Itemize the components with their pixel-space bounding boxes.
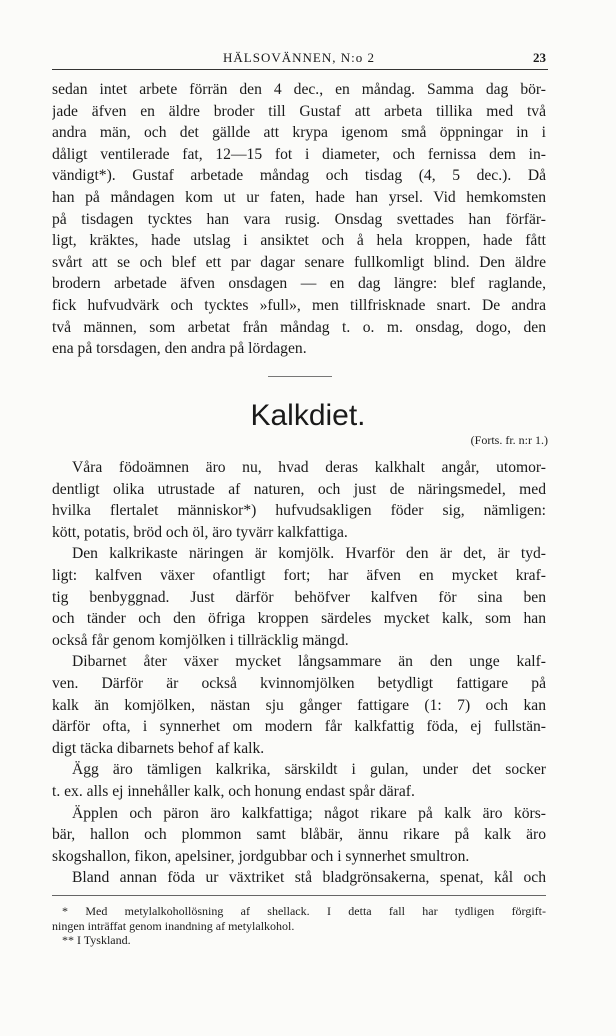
text-line: ven. Därför är också kvinnomjölken betydligt fattigare på (52, 674, 546, 692)
text-line: tig benbyggnad. Just därför behöfver kalfven för sina ben (52, 588, 546, 606)
text-line: vändigt*). Gustaf arbetade måndag och tisdag (4, 5 dec.). Då (52, 167, 546, 185)
footnote: ningen inträffat genom inandning af metylalkohol. (52, 918, 295, 933)
text-line: skogshallon, fikon, apelsiner, jordgubbar och i synnerhet smultron. (52, 847, 470, 865)
text-line: dentligt olika utrustade af naturen, och just de näringsmedel, med (52, 480, 546, 498)
text-line: svårt att se och blef ett par dagar senare fullkomligt blind. Den äldre (52, 253, 546, 271)
header-rule (52, 69, 548, 70)
text-line: ligt, kräktes, hade utslag i ansiktet och å hela kroppen, hade fått (52, 232, 546, 250)
text-line: fick hufvudvärk och tycktes »full», men tillfrisknade snart. De andra (52, 296, 546, 314)
footnote: * Med metylalkohollösning af shellack. I detta fall har tydligen förgift- (62, 904, 546, 918)
text-line: Våra födoämnen äro nu, hvad deras kalkhalt angår, utomor- (72, 459, 546, 476)
text-line: dåligt ventilerade fat, 12—15 fot i diameter, och fernissa dem in- (52, 145, 546, 163)
text-line: ligt: kalfven växer ofantligt fort; har äfven en mycket kraf- (52, 566, 546, 584)
text-line: därför ofta, i synnerhet om modern får kalkfattig föda, ej fullstän- (52, 718, 546, 736)
text-line: Bland annan föda ur växtriket stå bladgrönsakerna, spenat, kål och (72, 869, 546, 887)
text-line: också får genom komjölken i tillräcklig mängd. (52, 631, 349, 649)
text-line: andra män, och det gällde att krypa igenom små öppningar in i (52, 124, 546, 142)
text-line: bär, hallon och plommon samt blåbär, ännu rikare på kalk äro (52, 826, 546, 844)
text-line: brodern arbetade äfven onsdagen — en dag längre: blef raglande, (52, 275, 546, 293)
journal-title: HÄLSOVÄNNEN, N:o 2 (223, 50, 375, 65)
text-line: två männen, som arbetat från måndag t. o. m. onsdag, dogo, den (52, 318, 546, 336)
article-body (52, 457, 546, 889)
text-line: han på måndagen kom ut ur faten, hade han yrsel. Vid hemkomsten (52, 188, 546, 206)
text-line: ena på torsdagen, den andra på lördagen. (52, 340, 307, 358)
text-line: kalk än komjölken, nästan sju gånger fattigare (1: 7) och kan (52, 696, 546, 714)
continuation-note: (Forts. fr. n:r 1.) (470, 433, 548, 447)
footnotes (52, 904, 546, 948)
footnote-rule (52, 895, 546, 896)
text-line: och tänder och den öfriga kroppen särdeles mycket kalk, som han (52, 610, 546, 628)
text-line: sedan intet arbete förrän den 4 dec., en måndag. Samma dag bör- (52, 81, 546, 98)
text-line: hvilka flertalet människor*) hufvudsakligen föder sig, nämligen: (52, 502, 546, 520)
article-title: Kalkdiet. (250, 399, 366, 432)
text-line: på tisdagen tycktes han vara rusig. Onsdag svettades han förfär- (52, 210, 546, 228)
text-line: Ägg äro tämligen kalkrika, särskildt i gulan, under det socker (72, 761, 546, 779)
text-line: digt täcka dibarnets behof af kalk. (52, 739, 265, 757)
text-line: Äpplen och päron äro kalkfattiga; något rikare på kalk äro körs- (72, 804, 546, 822)
footnote: ** I Tyskland. (62, 933, 131, 947)
page-number: 23 (533, 50, 546, 65)
running-header (52, 50, 546, 70)
text-line: kött, potatis, bröd och öl, äro tyvärr kalkfattiga. (52, 523, 348, 541)
text-line: Dibarnet åter växer mycket långsammare än den unge kalf- (72, 653, 546, 671)
section-separator (268, 376, 332, 377)
text-line: t. ex. alls ej innehåller kalk, och honung endast spår däraf. (52, 782, 415, 800)
top-paragraph (52, 79, 546, 360)
text-line: jade äfven en äldre broder till Gustaf att arbeta tillika med två (52, 102, 546, 120)
text-line: Den kalkrikaste näringen är komjölk. Hvarför den är det, är tyd- (72, 545, 546, 563)
